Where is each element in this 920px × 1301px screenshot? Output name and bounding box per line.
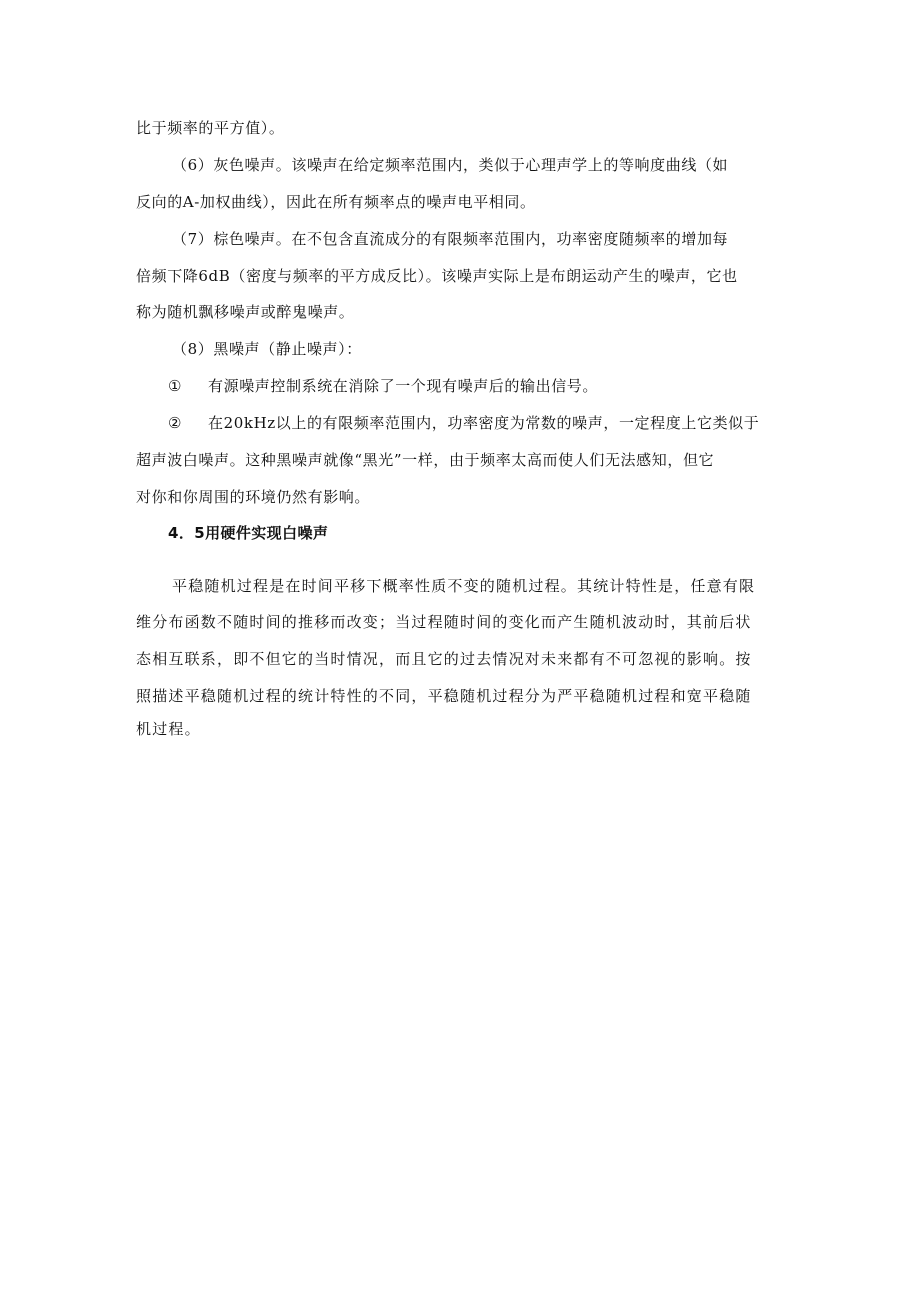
list-marker: ② xyxy=(168,414,183,432)
text-line: 称为随机飘移噪声或醉鬼噪声。 xyxy=(136,303,355,321)
text-line: 超声波白噪声。这种黑噪声就像“黑光”一样，由于频率太高而使人们无法感知，但它 xyxy=(136,451,715,469)
text-line-black-noise: （8）黑噪声（静止噪声）： xyxy=(172,340,362,358)
list-marker: ① xyxy=(168,377,183,395)
section-heading: 4．5用硬件实现白噪声 xyxy=(168,524,329,542)
text-line: 倍频下降6dB（密度与频率的平方成反比）。该噪声实际上是布朗运动产生的噪声，它也 xyxy=(136,267,738,285)
text-line: 对你和你周围的环境仍然有影响。 xyxy=(136,488,371,506)
text-line: 维分布函数不随时间的推移而改变；当过程随时间的变化而产生随机波动时，其前后状 xyxy=(136,613,752,631)
text-line: 态相互联系，即不但它的当时情况，而且它的过去情况对未来都有不可忽视的影响。按 xyxy=(136,650,752,668)
text-line: 照描述平稳随机过程的统计特性的不同，平稳随机过程分为严平稳随机过程和宽平稳随 xyxy=(136,687,752,705)
list-item-text: 在20kHz以上的有限频率范围内，功率密度为常数的噪声，一定程度上它类似于 xyxy=(208,414,760,432)
text-line: 平稳随机过程是在时间平移下概率性质不变的随机过程。其统计特性是，任意有限 xyxy=(172,577,756,595)
list-item xyxy=(168,376,598,396)
list-item-text: 有源噪声控制系统在消除了一个现有噪声后的输出信号。 xyxy=(208,377,599,395)
text-line: 反向的A-加权曲线），因此在所有频率点的噪声电平相同。 xyxy=(136,193,536,211)
text-line-brown-noise: （7）棕色噪声。在不包含直流成分的有限频率范围内，功率密度随频率的增加每 xyxy=(172,230,729,248)
text-line: 机过程。 xyxy=(136,720,201,738)
text-line-gray-noise: （6）灰色噪声。该噪声在给定频率范围内，类似于心理声学上的等响度曲线（如 xyxy=(172,156,729,174)
text-line: 比于频率的平方值）。 xyxy=(136,119,285,137)
list-item xyxy=(168,413,759,433)
